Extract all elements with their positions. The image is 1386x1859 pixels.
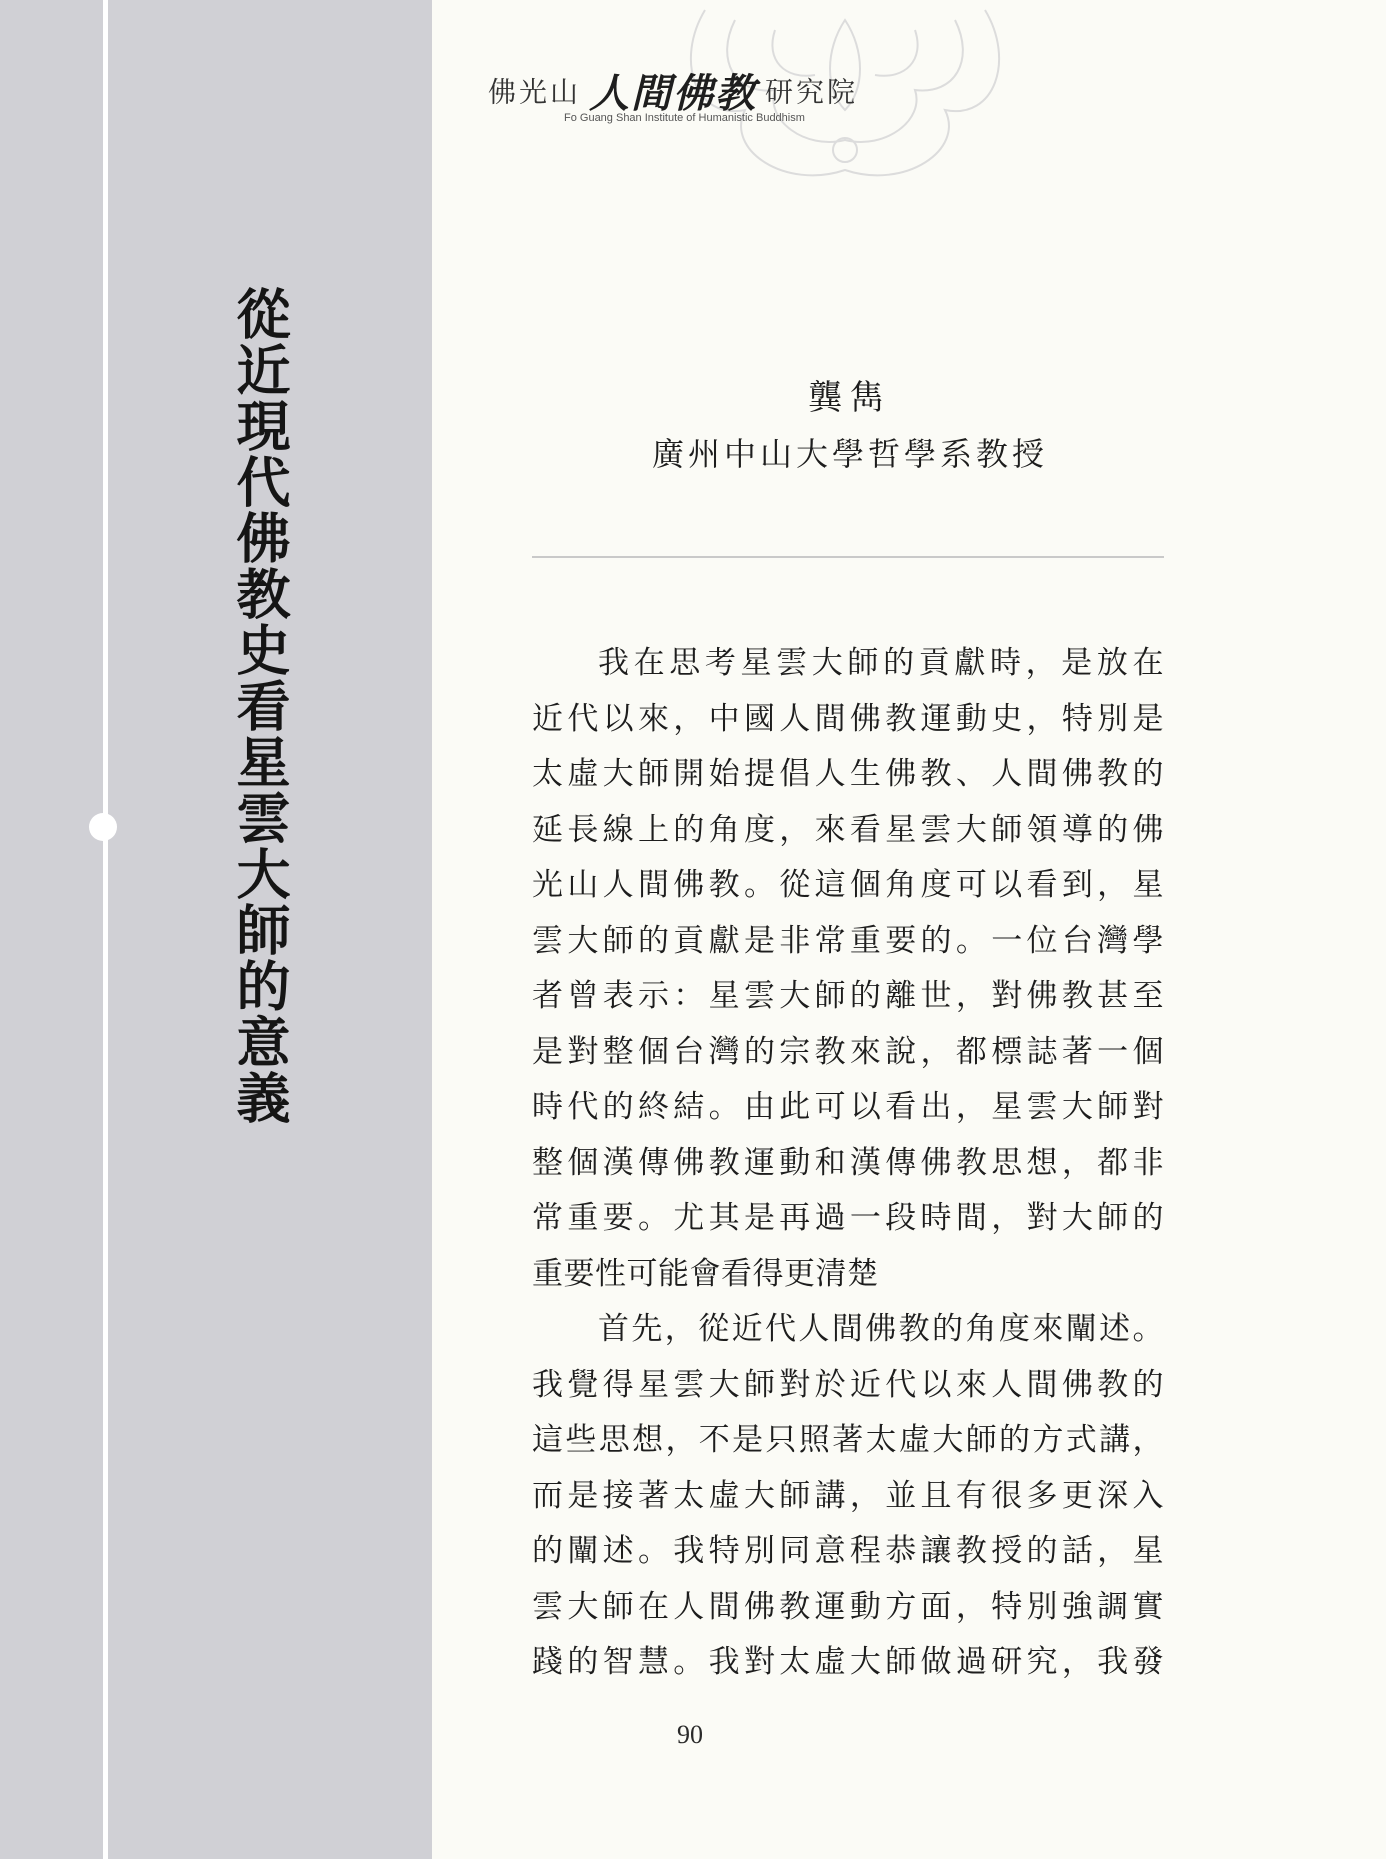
- body-line: 常重要。尤其是再過一段時間，對大師的: [532, 1200, 1164, 1236]
- body-line: 近代以來，中國人間佛教運動史，特別是: [532, 700, 1164, 737]
- body-line: 太虛大師開始提倡人生佛教、人間佛教的: [532, 756, 1164, 792]
- sidebar-vertical-line: [103, 0, 108, 1859]
- body-line: 我在思考星雲大師的貢獻時，是放在: [598, 645, 1164, 681]
- article-body: [532, 636, 1164, 1691]
- body-line: 時代的終結。由此可以看出，星雲大師對: [532, 1089, 1164, 1125]
- body-line: 整個漢傳佛教運動和漢傳佛教思想，都非: [532, 1144, 1164, 1181]
- author-affiliation: 廣州中山大學哲學系教授: [651, 435, 1048, 473]
- author-block: [540, 368, 1160, 480]
- logo-calligraphy-text: 人間佛教: [589, 70, 758, 117]
- author-name: 龔雋: [808, 378, 892, 418]
- page-number: 90: [677, 1720, 703, 1749]
- body-line: 而是接著太虛大師講，並且有很多更深入: [532, 1477, 1164, 1514]
- body-line: 重要性可能會看得更清楚: [532, 1255, 879, 1292]
- sidebar-band: [0, 0, 432, 1859]
- sidebar-dot-marker: [89, 813, 117, 841]
- header-divider: [532, 556, 1164, 558]
- institute-logo: [488, 62, 908, 132]
- logo-right-text: 研究院: [765, 75, 859, 109]
- body-line: 雲大師在人間佛教運動方面，特別強調實: [532, 1588, 1164, 1625]
- body-line: 這些思想，不是只照著太虛大師的方式講，: [532, 1422, 1164, 1458]
- body-line: 的闡述。我特別同意程恭讓教授的話，星: [532, 1533, 1164, 1569]
- logo-left-text: 佛光山: [488, 75, 582, 109]
- body-line: 是對整個台灣的宗教來說，都標誌著一個: [532, 1033, 1164, 1070]
- body-line: 首先，從近代人間佛教的角度來闡述。: [598, 1311, 1164, 1347]
- body-line: 光山人間佛教。從這個角度可以看到，星: [532, 867, 1164, 903]
- body-line: 延長線上的角度，來看星雲大師領導的佛: [532, 811, 1164, 848]
- logo-english: Fo Guang Shan Institute of Humanistic Buddhism: [564, 112, 805, 124]
- body-line: 踐的智慧。我對太虛大師做過研究，我發: [532, 1644, 1164, 1680]
- logo-chinese: [488, 62, 858, 119]
- body-line: 者曾表示：星雲大師的離世，對佛教甚至: [532, 978, 1164, 1014]
- body-line: 我覺得星雲大師對於近代以來人間佛教的: [532, 1366, 1164, 1403]
- article-title: 從近現代佛教史看星雲大師的意義: [228, 286, 292, 1126]
- body-line: 雲大師的貢獻是非常重要的。一位台灣學: [532, 922, 1164, 959]
